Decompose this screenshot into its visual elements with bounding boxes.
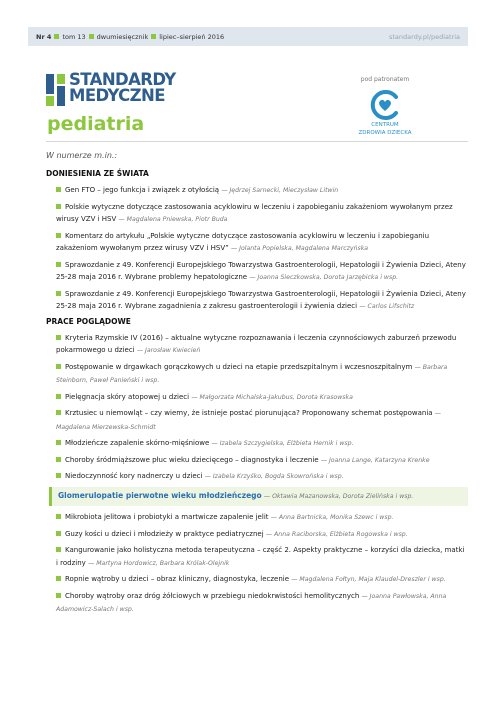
article-authors: — Joanna Lange, Katarzyna Krenke	[320, 456, 430, 464]
patronage-label: pod patronatem	[360, 76, 410, 83]
header-divider	[46, 141, 468, 142]
article-entry[interactable]	[56, 544, 468, 570]
contents-intro: W numerze m.in.:	[46, 151, 118, 160]
article-title: Kryteria Rzymskie IV (2016) – aktualne wytyczne rozpoznawania i leczenia czynnościowych zaburzeń przewodu pokarmowego u dzieci	[56, 333, 457, 354]
article-entry[interactable]	[56, 391, 468, 405]
bullet-square-icon	[151, 34, 156, 39]
bullet-square-icon	[56, 531, 61, 536]
logo-line-2: MEDYCZNE	[69, 86, 165, 105]
table-of-contents	[46, 151, 468, 620]
bullet-square-icon	[56, 364, 61, 369]
bullet-square-icon	[56, 514, 61, 519]
issue-number: Nr 4	[36, 32, 52, 41]
bullet-square-icon	[56, 335, 61, 340]
section-heading: PRACE POGLĄDOWE	[46, 316, 131, 326]
centrum-zdrowia-dziecka-logo-icon	[369, 89, 401, 121]
article-authors: — Małgorzata Michalska-Jakubus, Dorota Krasowska	[191, 393, 353, 401]
article-title: Polskie wytyczne dotyczące zastosowania acyklowiru w leczeniu i zapobieganiu zakażeniom wywołanym przez wirusy VZV i HSV	[56, 202, 453, 223]
article-entry[interactable]	[56, 259, 468, 285]
issue-info-bar	[28, 27, 468, 46]
article-authors: — Carlos Lifschitz	[359, 303, 415, 310]
bullet-square-icon	[54, 34, 59, 39]
article-entry[interactable]	[56, 511, 468, 525]
article-title: Pielęgnacja skóry atopowej u dzieci	[65, 392, 190, 401]
article-title: Glomerulopatie pierwotne wieku młodzieńczego	[58, 490, 262, 500]
journal-title: pediatria	[47, 113, 145, 135]
logo-wordmark	[69, 72, 176, 104]
article-entry[interactable]	[56, 407, 468, 434]
article-title: Kangurowanie jako holistyczna metoda terapeutyczna – część 2. Aspekty praktyczne – korzyści dla dziecka, matki i rodziny	[56, 546, 465, 567]
article-authors: — Magdalena Fołtyn, Maja Klaudel-Dreszler i wsp.	[291, 576, 446, 583]
article-entry[interactable]	[56, 437, 468, 451]
article-authors: — Anna Bartnicka, Monika Szewc i wsp.	[270, 514, 394, 521]
article-entry[interactable]	[56, 454, 468, 468]
article-title: Krztusiec u niemowląt – czy wiemy, że istnieje postać piorunująca? Proponowany schemat postępowania	[65, 409, 433, 417]
patron-name-line-2: ZDROWIA DZIECKA	[358, 130, 412, 136]
bullet-square-icon	[56, 457, 61, 462]
bullet-square-icon	[89, 34, 94, 39]
article-title: Sprawozdanie z 49. Konferencji Europejskiego Towarzystwa Gastroenterologii, Hepatologii i Żywienia Dzieci, Ateny 25-28 maja 2016 r. Wybrane zagadnienia z zakresu gastroenterologii i żywienia dzieci	[56, 289, 466, 310]
article-authors: — Izabela Szczygielska, Elżbieta Hernik i wsp.	[211, 440, 354, 447]
article-title: Mikrobiota jelitowa i probiotyki a martwicze zapalenie jelit	[65, 513, 269, 521]
bullet-square-icon	[56, 291, 61, 296]
article-authors: — Anna Raciborska, Elżbieta Rogowska i wsp.	[265, 530, 408, 538]
issue-details	[28, 33, 224, 41]
logo-mark-icon	[46, 74, 65, 106]
issue-date: lipiec–sierpień 2016	[159, 32, 225, 41]
issue-volume: tom 13	[62, 32, 86, 41]
article-authors: — Magdalena Pniewska, Piotr Buda	[118, 216, 228, 223]
article-authors: — Jędrzej Sarnecki, Mieczysław Litwin	[221, 187, 339, 194]
article-entry[interactable]	[56, 201, 468, 227]
article-entry[interactable]	[56, 288, 468, 314]
contents-sections	[46, 169, 468, 617]
bullet-square-icon	[56, 410, 61, 415]
bullet-square-icon	[56, 576, 61, 581]
bullet-square-icon	[56, 233, 61, 238]
article-authors: — Oktawia Mazanowska, Dorota Zielińska i wsp.	[263, 492, 414, 500]
highlighted-article-entry[interactable]	[49, 487, 468, 507]
bullet-square-icon	[56, 187, 61, 192]
bullet-square-icon	[56, 440, 61, 445]
article-title: Młodzieńcze zapalenie skórno-mięśniowe	[65, 439, 210, 447]
article-title: Sprawozdanie z 49. Konferencji Europejskiego Towarzystwa Gastroenterologii, Hepatologii i Żywienia Dzieci, Ateny 25-28 maja 2016 r. Wybrane problemy hepatologiczne	[56, 260, 466, 281]
article-title: Ropnie wątroby u dzieci – obraz kliniczny, diagnostyka, leczenie	[65, 575, 290, 583]
article-authors: — Magdalena Mierzewska-Schmidt	[56, 410, 441, 431]
bullet-square-icon	[56, 547, 61, 552]
bullet-square-icon	[56, 394, 61, 399]
article-authors: — Martyna Hordowicz, Barbara Królak-Olejnik	[88, 559, 230, 567]
article-title: Choroby wątroby oraz dróg żółciowych w przebiegu niedokrwistości hemolitycznych	[65, 591, 360, 600]
standardy-medyczne-logo	[46, 72, 206, 114]
article-entry[interactable]	[56, 470, 468, 484]
bullet-square-icon	[56, 262, 61, 267]
article-authors: — Jolanta Popielska, Magdalena Marczyńska	[230, 245, 369, 252]
article-title: Niedoczynność kory nadnerczy u dzieci	[65, 472, 203, 480]
bullet-square-icon	[56, 204, 61, 209]
article-title: Postępowanie w drgawkach gorączkowych u dzieci na etapie przedszpitalnym i wczesnoszpitalnym	[65, 362, 413, 371]
article-authors: — Barbara Steinborn, Paweł Panieński i wsp.	[56, 363, 448, 384]
issue-frequency: dwumiesięcznik	[96, 32, 149, 41]
patron-name-line-1: CENTRUM	[371, 122, 399, 128]
article-authors: — Joanna Pawłowska, Anna Adamowicz-Salach i wsp.	[56, 592, 447, 613]
article-entry[interactable]	[56, 184, 468, 198]
website-link[interactable]: standardy.pl/pediatria	[389, 32, 460, 41]
bullet-square-icon	[56, 593, 61, 598]
article-entry[interactable]	[56, 361, 468, 388]
patronage-block	[350, 76, 420, 137]
article-entry[interactable]	[56, 590, 468, 617]
article-authors: — Jarosław Kwiecień	[136, 347, 201, 354]
article-entry[interactable]	[56, 230, 468, 256]
article-title: Gen FTO – jego funkcja i związek z otyłością	[65, 186, 220, 194]
article-title: Guzy kości u dzieci i młodzieży w praktyce pediatrycznej	[65, 529, 264, 538]
section-heading: DONIESIENIA ZE ŚWIATA	[46, 169, 149, 178]
article-entry[interactable]	[56, 528, 468, 542]
bullet-square-icon	[56, 473, 61, 478]
article-title: Komentarz do artykułu „Polskie wytyczne dotyczące zastosowania acyklowiru w leczeniu i zapobieganiu zakażeniom wywołanym przez wirusy VZV i HSV”	[56, 231, 430, 252]
article-authors: — Izabela Krzyśko, Bogda Skowrońska i wsp.	[204, 473, 344, 480]
article-entry[interactable]	[56, 573, 468, 587]
article-title: Choroby śródmiąższowe płuc wieku dziecięcego – diagnostyka i leczenie	[65, 455, 319, 464]
article-entry[interactable]	[56, 332, 468, 358]
logo-line-1: STANDARDY	[69, 70, 176, 89]
article-authors: — Joanna Sieczkowska, Dorota Jarzębicka i wsp.	[249, 274, 399, 281]
